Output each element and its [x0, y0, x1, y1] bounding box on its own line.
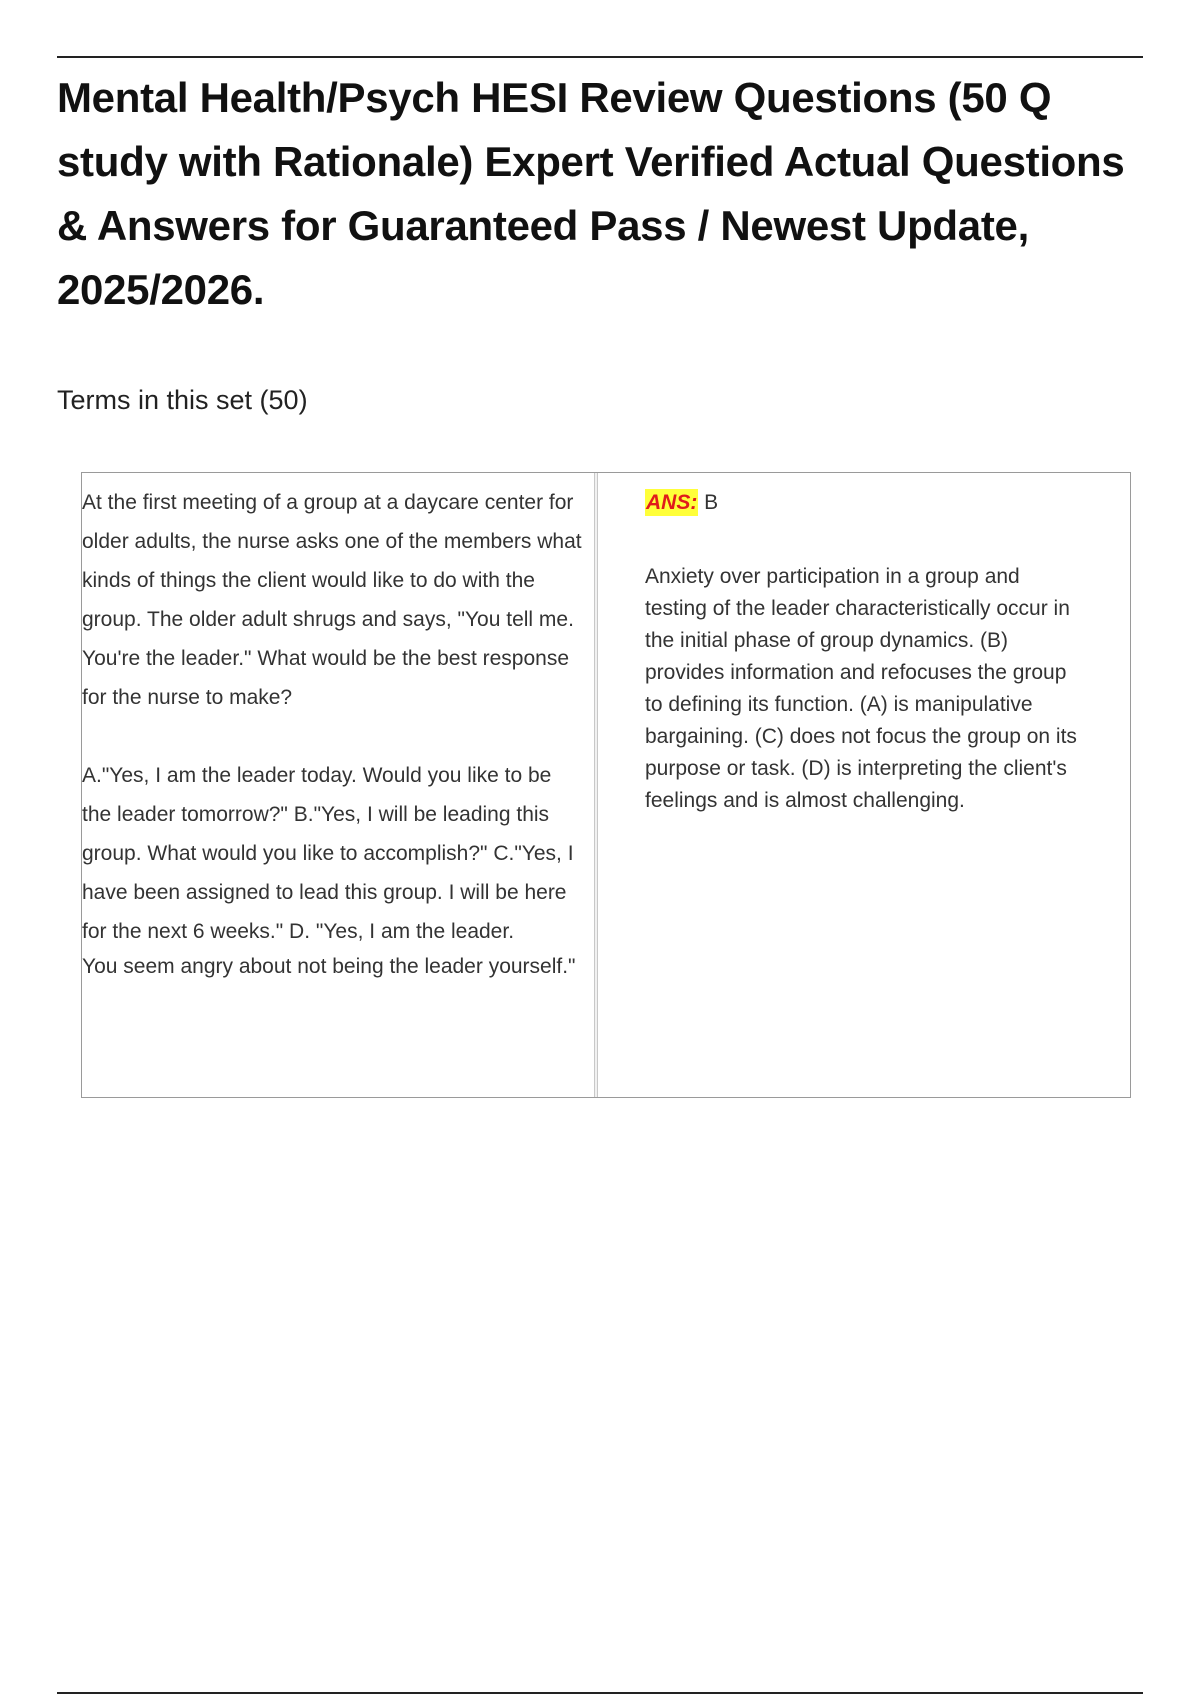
question-option-tail: You seem angry about not being the leader yourself." — [82, 955, 576, 978]
answer-line — [645, 483, 1085, 522]
answer-rationale: Anxiety over participation in a group and testing of the leader characteristically occur in the initial phase of group dynamics. (B) provides information and refocuses the group to defining its function. (A) is manipulative bargaining. (C) does not focus the group on its purpose or task. (D) is interpreting the client's feelings and is almost challenging. — [645, 565, 1077, 812]
top-rule — [57, 56, 1143, 58]
answer-label: ANS: — [646, 491, 698, 514]
bottom-rule — [57, 1692, 1143, 1694]
terms-count: Terms in this set (50) — [57, 385, 308, 415]
question-panel — [82, 483, 582, 983]
question-stem: At the first meeting of a group at a daycare center for older adults, the nurse asks one of the members what kinds of things the client would like to do with the group. The older adult shrugs and says, "You tell me. You're the leader." What would be the best response for the nurse to make? — [82, 491, 582, 709]
question-spacer — [82, 717, 582, 756]
answer-panel — [645, 483, 1085, 817]
document-title: Mental Health/Psych HESI Review Questions (50 Q study with Rationale) Expert Verified Actual Questions & Answers for Guaranteed Pass / Newest Update, 2025/2026. — [57, 74, 1125, 313]
answer-letter: B — [698, 491, 719, 514]
flashcard — [81, 472, 1131, 1098]
question-options: A."Yes, I am the leader today. Would you like to be the leader tomorrow?" B."Yes, I will be leading this group. What would you like to accomplish?" C."Yes, I have been assigned to lead this group. I will be here for the next 6 weeks." D. "Yes, I am the leader. — [82, 764, 574, 943]
card-divider — [594, 473, 598, 1097]
